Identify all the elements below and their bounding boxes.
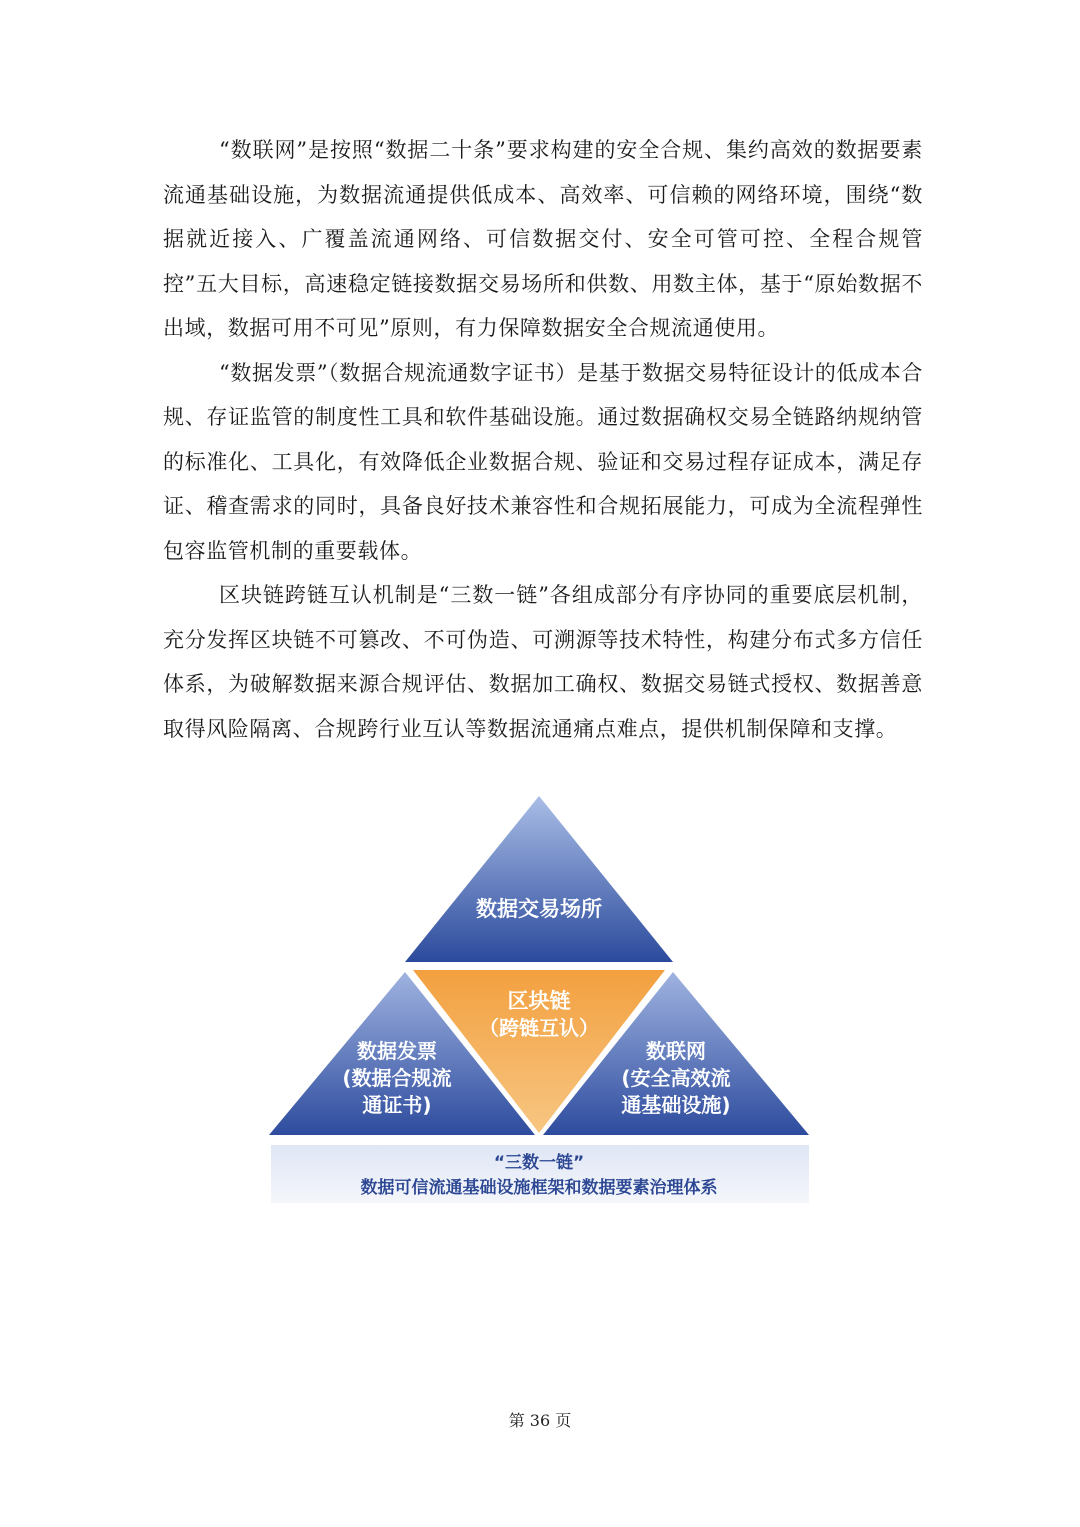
left-label-line3: 通证书): [362, 1093, 432, 1117]
right-label-line2: (安全高效流: [621, 1066, 731, 1090]
base-label-line2: 数据可信流通基础设施框架和数据要素治理体系: [360, 1178, 718, 1198]
body-text: [163, 128, 923, 751]
top-triangle: [405, 796, 673, 962]
right-label-line3: 通基础设施): [621, 1093, 731, 1117]
paragraph-blockchain: 区块链跨链互认机制是“三数一链”各组成部分有序协同的重要底层机制，充分发挥区块链不可篡改、不可伪造、可溯源等技术特性，构建分布式多方信任体系，为破解数据来源合规评估、数据加工确权、数据交易链式授权、数据善意取得风险隔离、合规跨行业互认等数据流通痛点难点，提供机制保障和支撑。: [163, 583, 923, 741]
three-data-one-chain-diagram: [263, 790, 815, 1210]
left-label-line1: 数据发票: [357, 1039, 437, 1063]
right-label-line1: 数联网: [646, 1039, 706, 1063]
top-label: 数据交易场所: [476, 897, 602, 921]
page-number: 第 36 页: [508, 1411, 572, 1430]
paragraph-data-invoice: “数据发票”（数据合规流通数字证书）是基于数据交易特征设计的低成本合规、存证监管的制度性工具和软件基础设施。通过数据确权交易全链路纳规纳管的标准化、工具化，有效降低企业数据合规、验证和交易过程存证成本，满足存证、稽查需求的同时，具备良好技术兼容性和合规拓展能力，可成为全流程弹性包容监管机制的重要载体。: [163, 360, 923, 563]
center-sublabel: （跨链互认）: [479, 1016, 599, 1040]
base-label-line1: “三数一链”: [493, 1153, 585, 1173]
paragraph-shulianwang: “数联网”是按照“数据二十条”要求构建的安全合规、集约高效的数据要素流通基础设施，为数据流通提供低成本、高效率、可信赖的网络环境，围绕“数据就近接入、广覆盖流通网络、可信数据交付、安全可管可控、全程合规管控”五大目标，高速稳定链接数据交易场所和供数、用数主体，基于“原始数据不出域，数据可用不可见”原则，有力保障数据安全合规流通使用。: [163, 138, 923, 340]
center-label: 区块链: [507, 989, 571, 1013]
left-label-line2: (数据合规流: [342, 1066, 452, 1090]
